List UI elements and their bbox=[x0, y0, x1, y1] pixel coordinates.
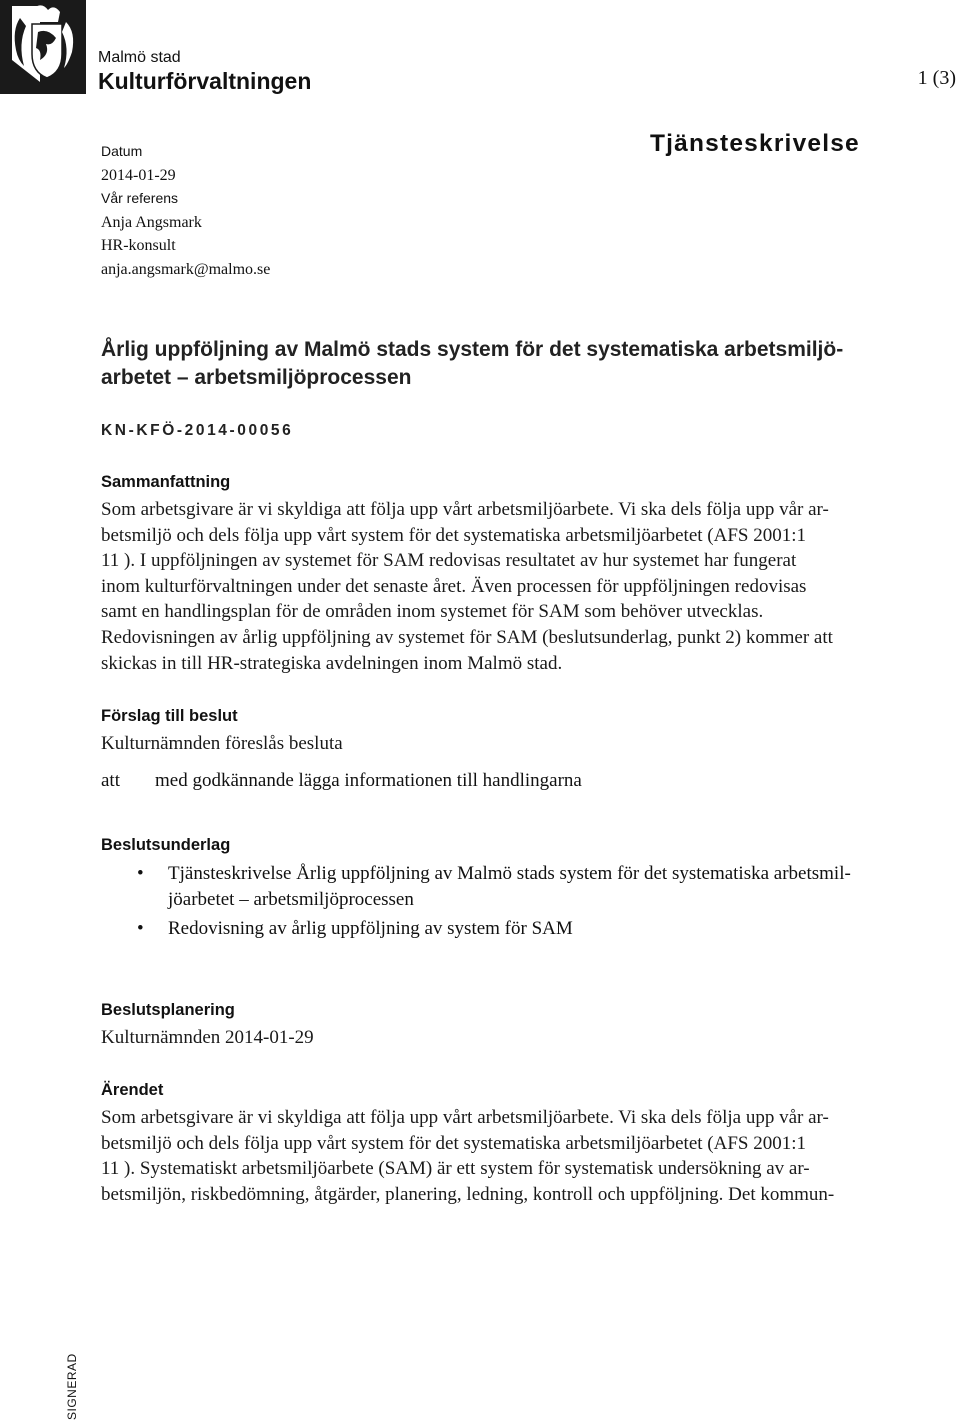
section-heading-sammanfattning: Sammanfattning bbox=[101, 473, 231, 491]
arendet-text: Som arbetsgivare är vi skyldiga att följa upp vårt arbetsmiljöarbete. Vi ska dels följa upp vår ar- betsmiljö och dels följa upp vårt system för det systematiska arbetsmiljöarbetet (AFS 2001:1 11 ). Systematiskt arbetsmiljöarbete (SAM) är ett system för systematisk undersökning av ar- betsmiljön, riskbedömning, åtgärder, planering, ledning, kontroll och uppföljning. Det kommun- bbox=[101, 1107, 835, 1205]
datum-value: 2014-01-29 bbox=[101, 166, 176, 184]
section-heading-forslag: Förslag till beslut bbox=[101, 707, 238, 725]
referens-label: Vår referens bbox=[101, 190, 179, 206]
list-item-text: Tjänsteskrivelse Årlig uppföljning av Malmö stads system för det systematiska arbetsmil- jöarbetet – arbetsmiljöprocessen bbox=[168, 863, 851, 910]
section-heading-beslutsplanering: Beslutsplanering bbox=[101, 1001, 235, 1019]
document-meta bbox=[101, 140, 270, 281]
referens-email: anja.angsmark@malmo.se bbox=[101, 260, 271, 278]
section-heading-arendet: Ärendet bbox=[101, 1081, 164, 1099]
sammanfattning-text: Som arbetsgivare är vi skyldiga att följa upp vårt arbetsmiljöarbete. Vi ska dels följa upp vår ar- betsmiljö och dels följa upp vårt system för det systematiska arbetsmiljöarbetet (AFS 2001:1 11 ). I uppföljningen av systemet för SAM redovisas resultatet av hur systemet har fungerat inom kulturförvaltningen under det senaste året. Även processen för uppföljningen redovisas samt en handlingsplan för de områden inom systemet för SAM som behöver utvecklas. Redovisningen av årlig uppföljning av systemet för SAM (beslutsunderlag, punkt 2) kommer att skickas in till HR-strategiska avdelningen inom Malmö stad. bbox=[101, 499, 833, 674]
datum-label: Datum bbox=[101, 143, 143, 159]
signed-stamp: SIGNERAD bbox=[65, 1353, 79, 1420]
document-title: Årlig uppföljning av Malmö stads system för det systematiska arbetsmiljö- arbetet – arbetsmiljöprocessen bbox=[101, 338, 844, 389]
beslutsplanering-text: Kulturnämnden 2014-01-29 bbox=[101, 1027, 314, 1048]
forslag-att-label: att bbox=[101, 770, 120, 791]
forslag-intro: Kulturnämnden föreslås besluta bbox=[101, 733, 343, 754]
referens-name: Anja Angsmark bbox=[101, 213, 202, 231]
beslutsunderlag-list bbox=[101, 861, 960, 945]
referens-role: HR-konsult bbox=[101, 237, 176, 254]
org-city: Malmö stad bbox=[98, 49, 181, 66]
bullet-icon: • bbox=[137, 918, 144, 939]
document-type: Tjänsteskrivelse bbox=[650, 130, 860, 157]
section-heading-beslutsunderlag: Beslutsunderlag bbox=[101, 836, 231, 854]
list-item bbox=[101, 916, 960, 942]
page-number: 1 (3) bbox=[917, 67, 956, 89]
list-item-text: Redovisning av årlig uppföljning av system för SAM bbox=[168, 918, 573, 939]
forslag-att-text: med godkännande lägga informationen till handlingarna bbox=[155, 770, 582, 791]
malmo-coat-of-arms-icon bbox=[0, 0, 86, 94]
bullet-icon: • bbox=[137, 863, 144, 884]
org-department: Kulturförvaltningen bbox=[98, 68, 312, 94]
list-item bbox=[101, 861, 960, 913]
case-number: KN-KFÖ-2014-00056 bbox=[101, 422, 294, 439]
